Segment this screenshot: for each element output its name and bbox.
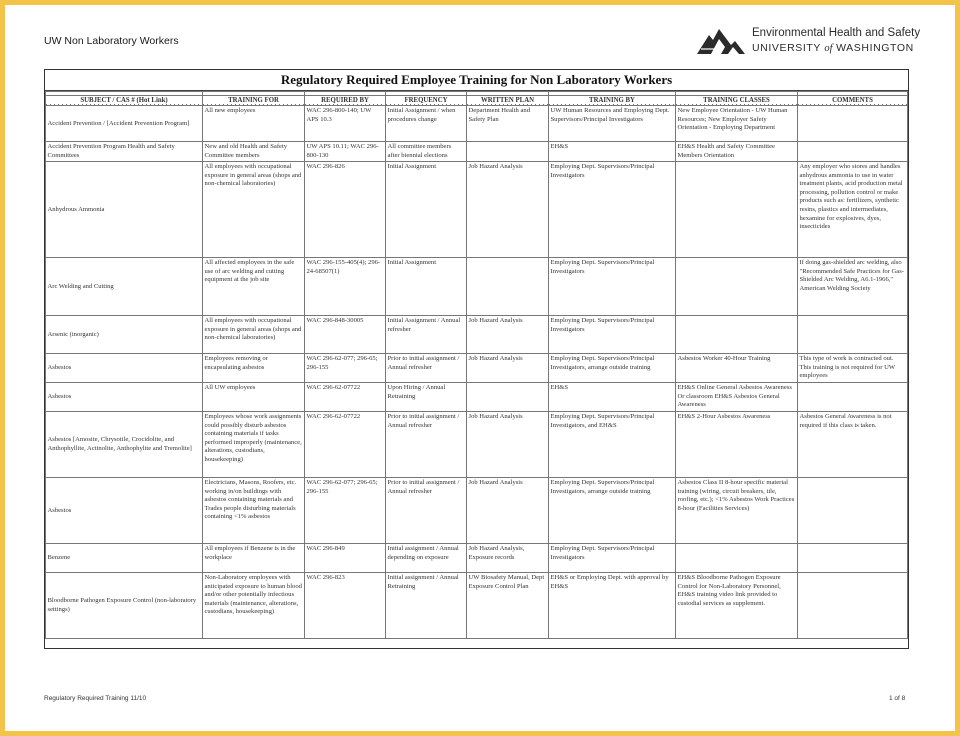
cell-required-by: WAC 296-155-405(4); 296-24-68507(1) (305, 258, 386, 316)
cell-frequency: Initial Assignment (386, 258, 467, 316)
cell-frequency: Initial assignment / Annual depending on exposure (386, 544, 467, 573)
cell-training-classes (676, 162, 798, 258)
cell-required-by: WAC 296-848-30005 (305, 316, 386, 354)
cell-training-classes: New Employee Orientation - UW Human Resources; New Employer Safety Orientation - Employing Department (676, 106, 798, 142)
table-row (46, 544, 908, 573)
cell-frequency: Initial assignment / Annual Retraining (386, 573, 467, 639)
col-header-comments: COMMENTS (798, 96, 908, 106)
mountain-logo-icon (695, 27, 747, 55)
cell-frequency: Initial Assignment (386, 162, 467, 258)
col-header-frequency: FREQUENCY (386, 96, 467, 106)
cell-training-by: EH&S or Employing Dept. with approval by EH&S (549, 573, 676, 639)
cell-subject[interactable]: Benzene (46, 544, 203, 573)
logo-line-1: Environmental Health and Safety (752, 27, 921, 39)
cell-frequency: Prior to initial assignment / Annual refresher (386, 354, 467, 383)
cell-training-by: EH&S (549, 142, 676, 162)
cell-comments (798, 142, 908, 162)
cell-training-for: Employees removing or encapsulating asbestos (203, 354, 305, 383)
cell-comments (798, 544, 908, 573)
cell-subject[interactable]: Asbestos [Amosite, Chrysotile, Crocidolite, and Anthophyllite, Actinolite, Anthophylite and Tremolite] (46, 412, 203, 478)
table-row (46, 142, 908, 162)
cell-written-plan: Job Hazard Analysis (467, 478, 549, 544)
table-row (46, 106, 908, 142)
cell-required-by: WAC 296-62-077; 296-65; 296-155 (305, 478, 386, 544)
cell-training-classes: Asbestos Class II 8-hour specific material training (wiring, circuit breakers, tile, roofing, etc.); <1% Asbestos Work Practices 8-hour (Facilities Services) (676, 478, 798, 544)
table-row (46, 316, 908, 354)
cell-training-for: All affected employees in the safe use of arc welding and cutting equipment at the job site (203, 258, 305, 316)
training-table (44, 69, 909, 649)
cell-training-for: Employees whose work assignments could possibly disturb asbestos containing materials if tasks performed improperly (maintenance, alterations, custodians, housekeeping) (203, 412, 305, 478)
cell-subject[interactable]: Anhydrous Ammonia (46, 162, 203, 258)
cell-written-plan: Job Hazard Analysis (467, 316, 549, 354)
cell-training-by: Employing Dept. Supervisors/Principal Investigators, arrange outside training (549, 354, 676, 383)
col-header-training-for: TRAINING FOR (203, 96, 305, 106)
cell-required-by: WAC 296-826 (305, 162, 386, 258)
header-row (46, 96, 908, 106)
cell-written-plan (467, 142, 549, 162)
table-row (46, 258, 908, 316)
document-title: UW Non Laboratory Workers (44, 35, 179, 47)
cell-training-classes: EH&S Online General Asbestos Awareness Or classroom EH&S Asbestos General Awareness (676, 383, 798, 412)
cell-subject[interactable]: Asbestos (46, 478, 203, 544)
cell-frequency: Upon Hiring / Annual Retraining (386, 383, 467, 412)
cell-training-classes: Asbestos Worker 40-Hour Training (676, 354, 798, 383)
cell-training-for: Non-Laboratory employees with anticipated exposure to human blood and/or other potentially infectious materials (maintenance, alterations, custodians, housekeeping) (203, 573, 305, 639)
table-row (46, 354, 908, 383)
cell-written-plan: Department Health and Safety Plan (467, 106, 549, 142)
col-header-subject: SUBJECT / CAS # (Hot Link) (46, 96, 203, 106)
cell-comments (798, 316, 908, 354)
cell-training-by: Employing Dept. Supervisors/Principal Investigators, arrange outside training (549, 478, 676, 544)
cell-training-classes (676, 544, 798, 573)
cell-written-plan (467, 383, 549, 412)
cell-comments (798, 383, 908, 412)
cell-required-by: WAC 296-800-140; UW APS 10.3 (305, 106, 386, 142)
cell-subject[interactable]: Arsenic (inorganic) (46, 316, 203, 354)
cell-subject[interactable]: Accident Prevention Program Health and Safety Committees (46, 142, 203, 162)
cell-training-classes (676, 258, 798, 316)
cell-comments: If doing gas-shielded arc welding, also "Recommended Safe Practices for Gas-Shielded Arc Welding, A6.1-1966," American Welding Society (798, 258, 908, 316)
cell-comments: Asbestos General Awareness is not required if this class is taken. (798, 412, 908, 478)
cell-training-by: Employing Dept. Supervisors/Principal Investigators (549, 544, 676, 573)
col-header-required-by: REQUIRED BY (305, 96, 386, 106)
cell-training-classes (676, 316, 798, 354)
cell-written-plan: Job Hazard Analysis, Exposure records (467, 544, 549, 573)
cell-training-by: Employing Dept. Supervisors/Principal Investigators (549, 258, 676, 316)
cell-subject[interactable]: Bloodborne Pathogen Exposure Control (non-laboratory settings) (46, 573, 203, 639)
cell-written-plan: Job Hazard Analysis (467, 354, 549, 383)
cell-required-by: WAC 296-62-077; 296-65; 296-155 (305, 354, 386, 383)
cell-comments (798, 573, 908, 639)
cell-training-for: All employees with occupational exposure in general areas (shops and non-chemical laboratories) (203, 162, 305, 258)
cell-frequency: Prior to initial assignment / Annual refresher (386, 412, 467, 478)
cell-training-by: EH&S (549, 383, 676, 412)
table-row (46, 162, 908, 258)
logo-line-2: UNIVERSITY of WASHINGTON (752, 42, 914, 54)
cell-written-plan: UW Biosafety Manual, Dept Exposure Control Plan (467, 573, 549, 639)
cell-subject[interactable]: Asbestos (46, 383, 203, 412)
col-header-training-classes: TRAINING CLASSES (676, 96, 798, 106)
cell-written-plan (467, 258, 549, 316)
cell-training-by: UW Human Resources and Employing Dept. Supervisors/Principal Investigators (549, 106, 676, 142)
cell-comments (798, 478, 908, 544)
table-row (46, 478, 908, 544)
cell-comments: This type of work is contracted out. This training is not required for UW employees (798, 354, 908, 383)
cell-written-plan: Job Hazard Analysis (467, 412, 549, 478)
cell-training-for: All new employees (203, 106, 305, 142)
cell-frequency: Initial Assignment / when procedures change (386, 106, 467, 142)
cell-training-for: All employees with occupational exposure in general areas (shops and non-chemical laboratories) (203, 316, 305, 354)
uw-ehs-logo (695, 25, 927, 65)
cell-subject[interactable]: Asbestos (46, 354, 203, 383)
cell-training-for: All employees if Benzene is in the workplace (203, 544, 305, 573)
document-page (5, 5, 955, 731)
cell-subject[interactable]: Arc Welding and Cutting (46, 258, 203, 316)
page-number: 1 of 8 (889, 695, 906, 702)
cell-training-by: Employing Dept. Supervisors/Principal Investigators (549, 162, 676, 258)
cell-comments: Any employer who stores and handles anhydrous ammonia to use in water treatment plants, acid production metal processing, pollution control or make products such as: fertilizers, synthetic resins, plastics and intermediates, hexamine for explosives, dyes, insecticides (798, 162, 908, 258)
cell-required-by: WAC 296-62-07722 (305, 383, 386, 412)
cell-training-by: Employing Dept. Supervisors/Principal Investigators (549, 316, 676, 354)
training-grid (45, 91, 908, 639)
cell-required-by: WAC 296-62-07722 (305, 412, 386, 478)
cell-training-for: All UW employees (203, 383, 305, 412)
col-header-training-by: TRAINING BY (549, 96, 676, 106)
cell-required-by: UW APS 10.11; WAC 296-800-130 (305, 142, 386, 162)
table-row (46, 412, 908, 478)
cell-frequency: Prior to initial assignment / Annual refresher (386, 478, 467, 544)
cell-training-for: Electricians, Masons, Roofers, etc. working in/on buildings with asbestos containing materials and Trades people disturbing materials containing <1% asbestos (203, 478, 305, 544)
cell-comments (798, 106, 908, 142)
cell-written-plan: Job Hazard Analysis (467, 162, 549, 258)
cell-training-for: New and old Health and Safety Committee members (203, 142, 305, 162)
cell-required-by: WAC 296-849 (305, 544, 386, 573)
table-title: Regulatory Required Employee Training for Non Laboratory Workers (45, 70, 908, 91)
cell-training-classes: EH&S Health and Safety Committee Members Orientation (676, 142, 798, 162)
cell-frequency: Initial Assignment / Annual refresher (386, 316, 467, 354)
cell-training-by: Employing Dept. Supervisors/Principal Investigators, and EH&S (549, 412, 676, 478)
cell-training-classes: EH&S Bloodborne Pathogen Exposure Control for Non-Laboratory Personnel, EH&S training video link provided to custodial services as supplement. (676, 573, 798, 639)
col-header-written-plan: WRITTEN PLAN (467, 96, 549, 106)
table-row (46, 383, 908, 412)
cell-training-classes: EH&S 2-Hour Asbestos Awareness (676, 412, 798, 478)
cell-frequency: All committee members after biennial elections (386, 142, 467, 162)
cell-subject[interactable]: Accident Prevention / [Accident Prevention Program] (46, 106, 203, 142)
cell-required-by: WAC 296-823 (305, 573, 386, 639)
table-row (46, 573, 908, 639)
footer-label: Regulatory Required Training 11/10 (44, 695, 147, 702)
